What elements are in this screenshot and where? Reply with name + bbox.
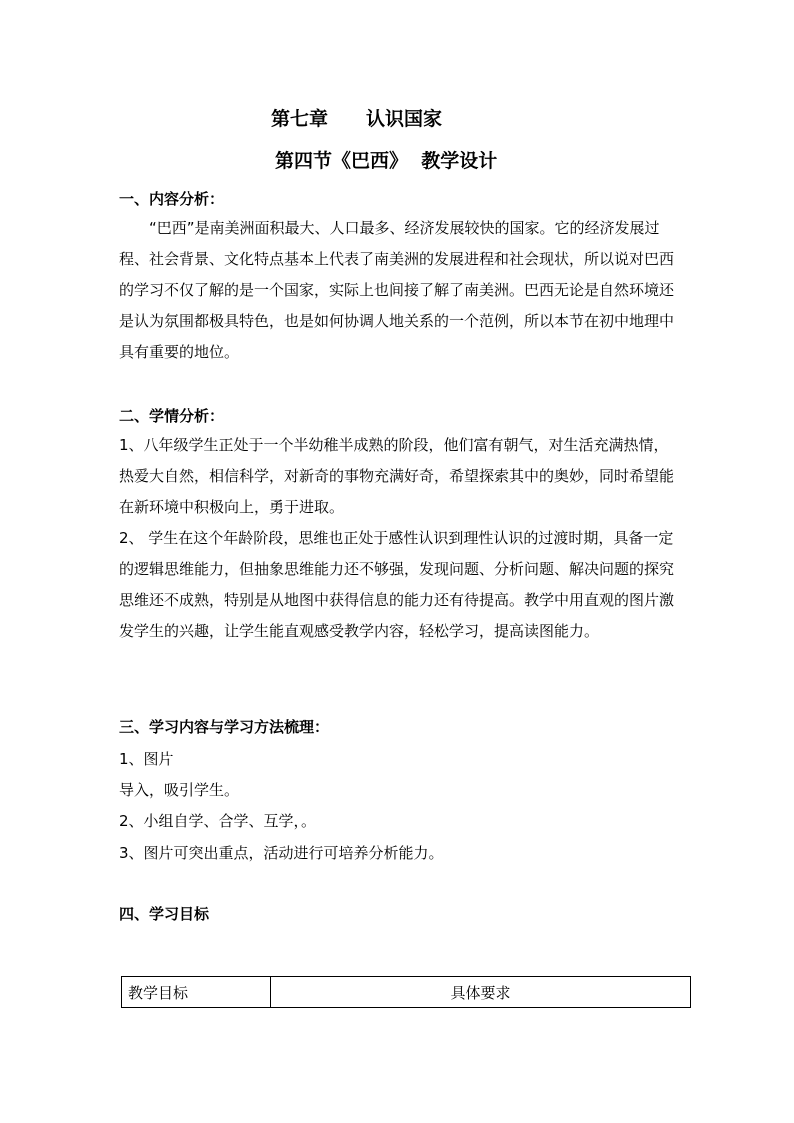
learning-item-3: 3、图片可突出重点，活动进行可培养分析能力。	[119, 844, 444, 862]
heading-student-analysis: 二、学情分析：	[119, 407, 225, 425]
para-student-analysis-2: 2、 学生在这个年龄阶段，思维也正处于感性认识到理性认识的过渡时期，具备一定的逻辑思维能力，但抽象思维能力还不够强，发现问题、分析问题、解决问题的探究思维还不成熟，特别是从地图中获得信息的能力还有待提高。教学中用直观的图片激发学生的兴趣，让学生能直观感受教学内容，轻松学习，提高读图能力。	[119, 529, 675, 640]
learning-item-1: 1、图片	[119, 750, 174, 768]
heading-learning-goals: 四、学习目标	[119, 905, 210, 923]
goals-table	[121, 976, 691, 1008]
chapter-number: 第七章	[271, 108, 329, 130]
heading-content-analysis: 一、内容分析：	[119, 190, 225, 208]
learning-item-1-detail: 导入，吸引学生。	[119, 781, 240, 799]
table-header-goal: 教学目标	[122, 977, 271, 1008]
table-row	[122, 977, 691, 1008]
table-header-requirement: 具体要求	[271, 977, 691, 1008]
heading-learning-content: 三、学习内容与学习方法梳理：	[119, 718, 330, 736]
section-title-text: 第四节《巴西》 教学设计	[275, 150, 498, 172]
chapter-name: 认识国家	[366, 108, 443, 130]
para-content-analysis: “巴西”是南美洲面积最大、人口最多、经济发展较快的国家。它的经济发展过程、社会背景、文化特点基本上代表了南美洲的发展进程和社会现状，所以说对巴西的学习不仅了解的是一个国家，实际上也间接了解了南美洲。巴西无论是自然环境还是认为氛围都极具特色，也是如何协调人地关系的一个范例，所以本节在初中地理中具有重要的地位。	[119, 219, 675, 361]
learning-item-2: 2、小组自学、合学、互学，。	[119, 812, 317, 830]
para-student-analysis-1: 1、八年级学生正处于一个半幼稚半成熟的阶段，他们富有朝气，对生活充满热情，热爱大自然，相信科学，对新奇的事物充满好奇，希望探索其中的奥妙，同时希望能在新环境中积极向上，勇于进取。	[119, 436, 675, 516]
